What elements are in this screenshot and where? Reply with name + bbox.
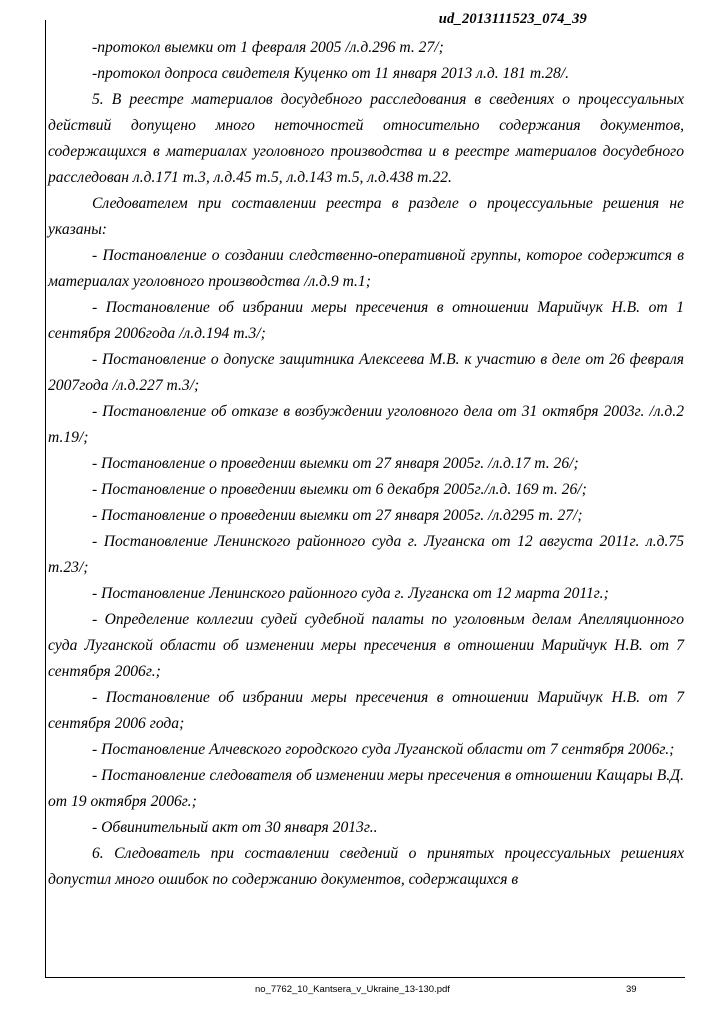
left-margin-line: [45, 20, 46, 977]
paragraph-4: Следователем при составлении реестра в разделе о процессуальные решения не указаны:: [48, 195, 684, 238]
document-body: [48, 35, 684, 893]
paragraph-17: - Постановление следователя об изменении меры пресечения в отношении Кащары В.Д. от 19 октября 2006г.;: [48, 767, 684, 810]
paragraph-13: - Постановление Ленинского районного суда г. Луганска от 12 марта 2011г.;: [92, 585, 609, 602]
paragraph-18: - Обвинительный акт от 30 января 2013г..: [92, 819, 378, 836]
paragraph-3: 5. В реестре материалов досудебного расследования в сведениях о процессуальных действий допущено много неточностей относительно содержания документов, содержащихся в материалах уголовного производства и в реестре материалов досудебного расследован л.д.171 т.3, л.д.45 т.5, л.д.143 т.5, л.д.438 т.22.: [48, 91, 684, 186]
paragraph-6: - Постановление об избрании меры пресечения в отношении Марийчук Н.В. от 1 сентября 2006года /л.д.194 т.3/;: [48, 299, 684, 342]
paragraph-11: - Постановление о проведении выемки от 27 января 2005г. /л.д295 т. 27/;: [92, 507, 583, 524]
paragraph-2: -протокол допроса свидетеля Куценко от 11 января 2013 л.д. 181 т.28/.: [92, 65, 570, 82]
paragraph-12: - Постановление Ленинского районного суда г. Луганска от 12 августа 2011г. л.д.75 т.23/;: [48, 533, 684, 576]
footer-page-number: 39: [626, 984, 637, 995]
paragraph-7: - Постановление о допуске защитника Алексеева М.В. к участию в деле от 26 февраля 2007года /л.д.227 т.3/;: [48, 351, 684, 394]
paragraph-10: - Постановление о проведении выемки от 6 декабря 2005г./л.д. 169 т. 26/;: [92, 481, 587, 498]
document-id: ud_2013111523_074_39: [438, 11, 587, 27]
paragraph-8: - Постановление об отказе в возбуждении уголовного дела от 31 октября 2003г. /л.д.2 т.19/;: [48, 403, 684, 446]
paragraph-16: - Постановление Алчевского городского суда Луганской области от 7 сентября 2006г.;: [92, 741, 675, 758]
paragraph-14: - Определение коллегии судей судебной палаты по уголовным делам Апелляционного суда Луганской области об изменении меры пресечения в отношении Марийчук Н.В. от 7 сентября 2006г.;: [48, 611, 684, 680]
paragraph-1: -протокол выемки от 1 февраля 2005 /л.д.296 т. 27/;: [92, 39, 444, 56]
paragraph-19: 6. Следователь при составлении сведений о принятых процессуальных решениях допустил много ошибок по содержанию документов, содержащихся в: [48, 845, 684, 888]
bottom-rule-line: [45, 977, 685, 978]
footer-file-name: no_7762_10_Kantsera_v_Ukraine_13-130.pdf: [255, 984, 450, 995]
paragraph-5: - Постановление о создании следственно-оперативной группы, которое содержится в материалах уголовного производства /л.д.9 т.1;: [48, 247, 684, 290]
paragraph-15: - Постановление об избрании меры пресечения в отношении Марийчук Н.В. от 7 сентября 2006 года;: [48, 689, 684, 732]
paragraph-9: - Постановление о проведении выемки от 27 января 2005г. /л.д.17 т. 26/;: [92, 455, 579, 472]
